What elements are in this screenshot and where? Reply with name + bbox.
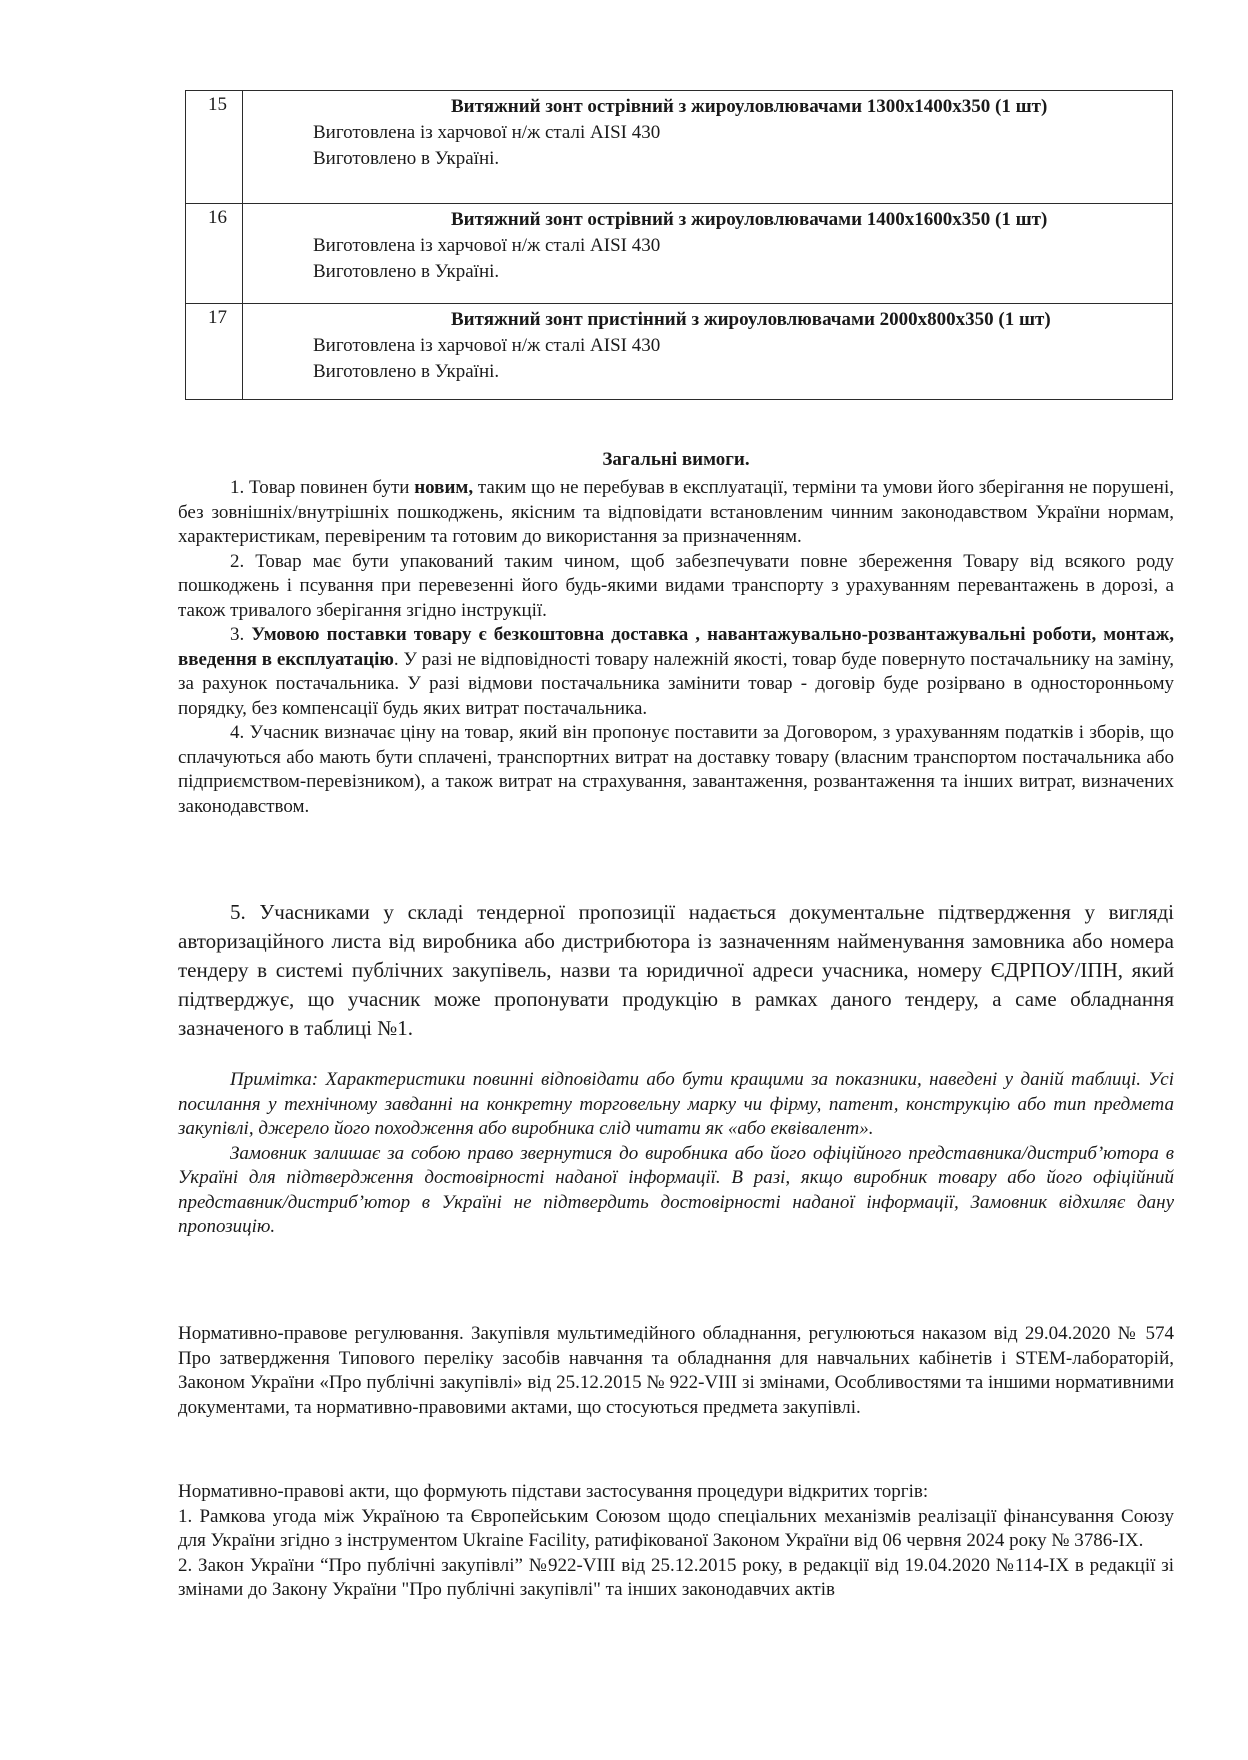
item-origin: Виготовлено в Україні. xyxy=(313,261,500,282)
table-row xyxy=(186,91,1173,204)
row-description xyxy=(243,204,1173,304)
item-material: Виготовлена із харчової н/ж сталі AISI 430 xyxy=(313,335,661,356)
row-description xyxy=(243,91,1173,204)
item-title: Витяжний зонт пристінний з жироуловлювачами 2000х800х350 (1 шт) xyxy=(451,309,1051,330)
item-origin: Виготовлено в Україні. xyxy=(313,148,500,169)
requirement-4: 4. Учасник визначає ціну на товар, який він пропонує поставити за Договором, з урахуванням податків і зборів, що сплачуються або мають бути сплачені, транспортних витрат на доставку товару (власним транспортом постачальника або підприємством-перевізником), а також витрат на страхування, завантаження, розвантаження та інших витрат, визначених законодавством. xyxy=(178,722,1174,817)
general-requirements xyxy=(178,476,1174,819)
requirement-5: 5. Учасниками у складі тендерної пропозиції надається документальне підтвердження у вигляді авторизаційного листа від виробника або дистрибютора із зазначенням найменування замовника або номера тендеру в системі публічних закупівель, назви та юридичної адреси учасника, номеру ЄДРПОУ/ІПН, який підтверджує, що учасник може пропонувати продукцію в рамках даного тендеру, а саме обладнання зазначеного в таблиці №1. xyxy=(178,900,1174,1040)
regulation-block xyxy=(178,1322,1174,1420)
requirement-3-bold: Умовою поставки товару є безкоштовна доставка , навантажувально-розвантажувальні роботи, монтаж, введення в експлуатацію xyxy=(178,624,1175,670)
note-block xyxy=(178,1068,1174,1240)
row-number: 16 xyxy=(186,204,243,304)
requirement-3-rest: . У разі не відповідності товару належній якості, товар буде повернуто постачальнику на заміну, за рахунок постачальника. У разі відмови постачальника замінити товар - договір буде розірвано в односторонньому порядку, без компенсації будь яких витрат постачальника. xyxy=(178,648,1174,719)
item-title: Витяжний зонт острівний з жироуловлювачами 1400х1600х350 (1 шт) xyxy=(451,209,1048,230)
requirement-3-start: 3. xyxy=(230,624,252,645)
requirement-1-start: 1. Товар повинен бути xyxy=(230,477,415,498)
legal-acts-intro: Нормативно-правові акти, що формують підстави застосування процедури відкритих торгів: xyxy=(178,1481,929,1502)
legal-act-2: 2. Закон України “Про публічні закупівлі” №922-VIII від 25.12.2015 року, в редакції від 19.04.2020 №114-IX в редакції зі змінами до Закону України "Про публічні закупівлі" та інших законодавчих актів xyxy=(178,1554,1174,1600)
item-material: Виготовлена із харчової н/ж сталі AISI 430 xyxy=(313,235,661,256)
note-paragraph-1: Примітка: Характеристики повинні відповідати або бути кращими за показники, наведені у даній таблиці. Усі посилання у технічному завданні на конкретну торговельну марку чи фірму, патент, конструкцію або тип предмета закупівлі, джерело його походження або виробника слід читати як «або еквівалент». xyxy=(178,1069,1174,1139)
requirement-3 xyxy=(178,623,1174,721)
requirement-1-bold: новим, xyxy=(414,477,474,498)
requirement-1 xyxy=(178,476,1174,550)
row-description xyxy=(243,304,1173,400)
item-material: Виготовлена із харчової н/ж сталі AISI 430 xyxy=(313,122,661,143)
legal-act-1: 1. Рамкова угода між Україною та Європейським Союзом щодо спеціальних механізмів реалізації фінансування Союзу для України згідно з інструментом Ukraine Facility, ратифікованої Законом України від 06 червня 2024 року № 3786-IX. xyxy=(178,1505,1174,1551)
row-number: 17 xyxy=(186,304,243,400)
regulation-paragraph: Нормативно-правове регулювання. Закупівля мультимедійного обладнання, регулюються наказом від 29.04.2020 № 574 Про затвердження Типового переліку засобів навчання та обладнання для навчальних кабінетів і STEM-лабораторій, Законом України «Про публічні закупівлі» від 25.12.2015 № 922-VIII зі змінами, Особливостями та іншими нормативними документами, та нормативно-правовими актами, що стосуються предмета закупівлі. xyxy=(178,1323,1174,1418)
item-title: Витяжний зонт острівний з жироуловлювачами 1300х1400х350 (1 шт) xyxy=(451,96,1048,117)
table-row xyxy=(186,304,1173,400)
requirement-2: 2. Товар має бути упакований таким чином, щоб забезпечувати повне збереження Товару від всякого роду пошкоджень і псування при перевезенні його будь-якими видами транспорту з урахуванням перевантажень в дорозі, а також тривалого зберігання згідно інструкції. xyxy=(178,550,1174,621)
equipment-table xyxy=(185,90,1173,400)
requirement-5-block xyxy=(178,898,1174,1043)
note-paragraph-2: Замовник залишає за собою право звернутися до виробника або його офіційного представника/дистриб’ютора в Україні для підтвердження достовірності наданої інформації. В разі, якщо виробник товару або його офіційний представник/дистриб’ютор в Україні не підтвердить достовірності наданої інформації, Замовник відхиляє дану пропозицію. xyxy=(178,1142,1174,1237)
item-origin: Виготовлено в Україні. xyxy=(313,361,500,382)
row-number: 15 xyxy=(186,91,243,204)
general-requirements-heading: Загальні вимоги. xyxy=(602,449,750,470)
legal-acts-block xyxy=(178,1480,1174,1603)
requirement-1-rest: таким що не перебував в експлуатації, терміни та умови його зберігання не порушені, без зовнішніх/внутрішніх пошкоджень, якісним та відповідати встановленим чинним законодавством України нормам, характеристикам, перевіреним та готовим до використання за призначенням. xyxy=(178,477,1174,547)
table-row xyxy=(186,204,1173,304)
